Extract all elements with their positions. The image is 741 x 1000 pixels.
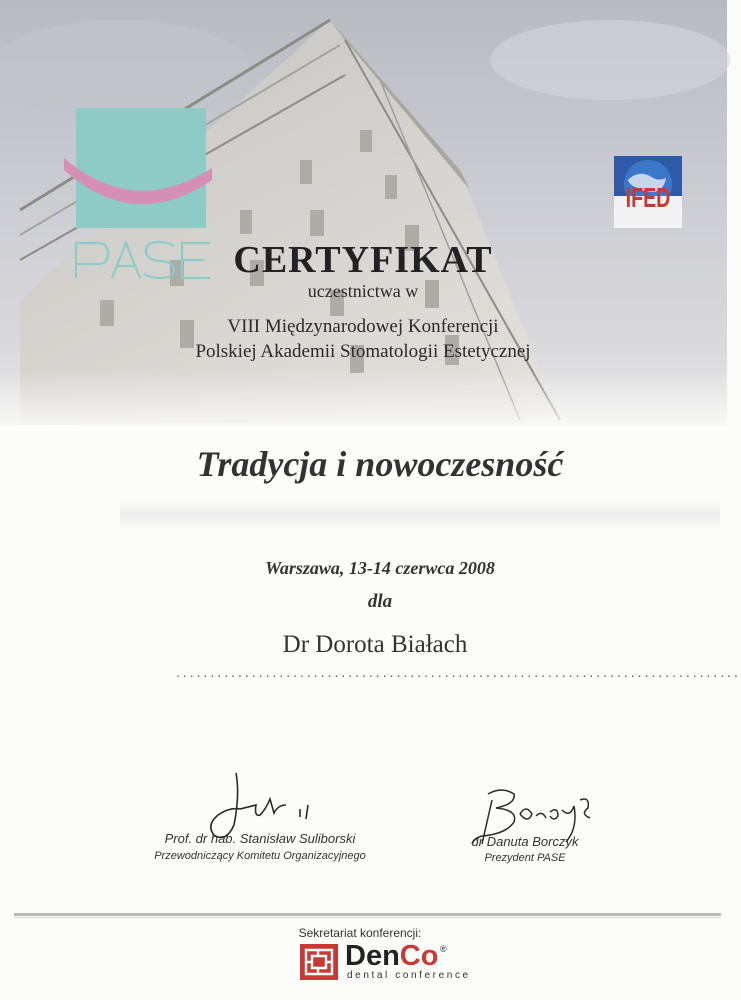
certificate-title: CERTYFIKAT xyxy=(233,239,493,281)
right-signatory-role: Prezydent PASE xyxy=(484,852,566,864)
conference-name-line1: VIII Międzynarodowej Konferencji xyxy=(227,316,499,337)
left-signatory-name: Prof. dr hab. Stanisław Suliborski xyxy=(164,831,356,846)
certificate-subtitle: uczestnictwa w xyxy=(307,281,419,301)
for-label: dla xyxy=(367,591,393,612)
footer-divider xyxy=(14,913,721,916)
conference-name-line2: Polskiej Akademii Stomatologii Estetycznej xyxy=(195,341,531,362)
dotted-line: .................................................................................. xyxy=(176,664,741,680)
recipient-name: Dr Dorota Białach xyxy=(282,631,468,658)
right-signatory-name: dr Danuta Borczyk xyxy=(471,834,579,849)
banner-fade xyxy=(0,370,727,430)
background-band xyxy=(120,500,720,530)
denco-logo-mark xyxy=(300,944,338,980)
denco-tagline: dental conference xyxy=(347,970,471,981)
denco-registered-mark: ® xyxy=(440,944,447,954)
conference-motto: Tradycja i nowoczesność xyxy=(196,444,564,484)
left-signatory-role: Przewodniczący Komitetu Organizacyjnego xyxy=(154,850,366,862)
place-and-date: Warszawa, 13-14 czerwca 2008 xyxy=(265,558,495,578)
denco-co: Co xyxy=(399,940,439,972)
footer-divider-thin xyxy=(14,917,721,918)
denco-logo-text xyxy=(345,940,438,973)
secretariat-label: Sekretariat konferencji: xyxy=(298,926,422,940)
denco-den: Den xyxy=(345,940,400,972)
ifed-logo-text: IFED xyxy=(625,182,671,213)
